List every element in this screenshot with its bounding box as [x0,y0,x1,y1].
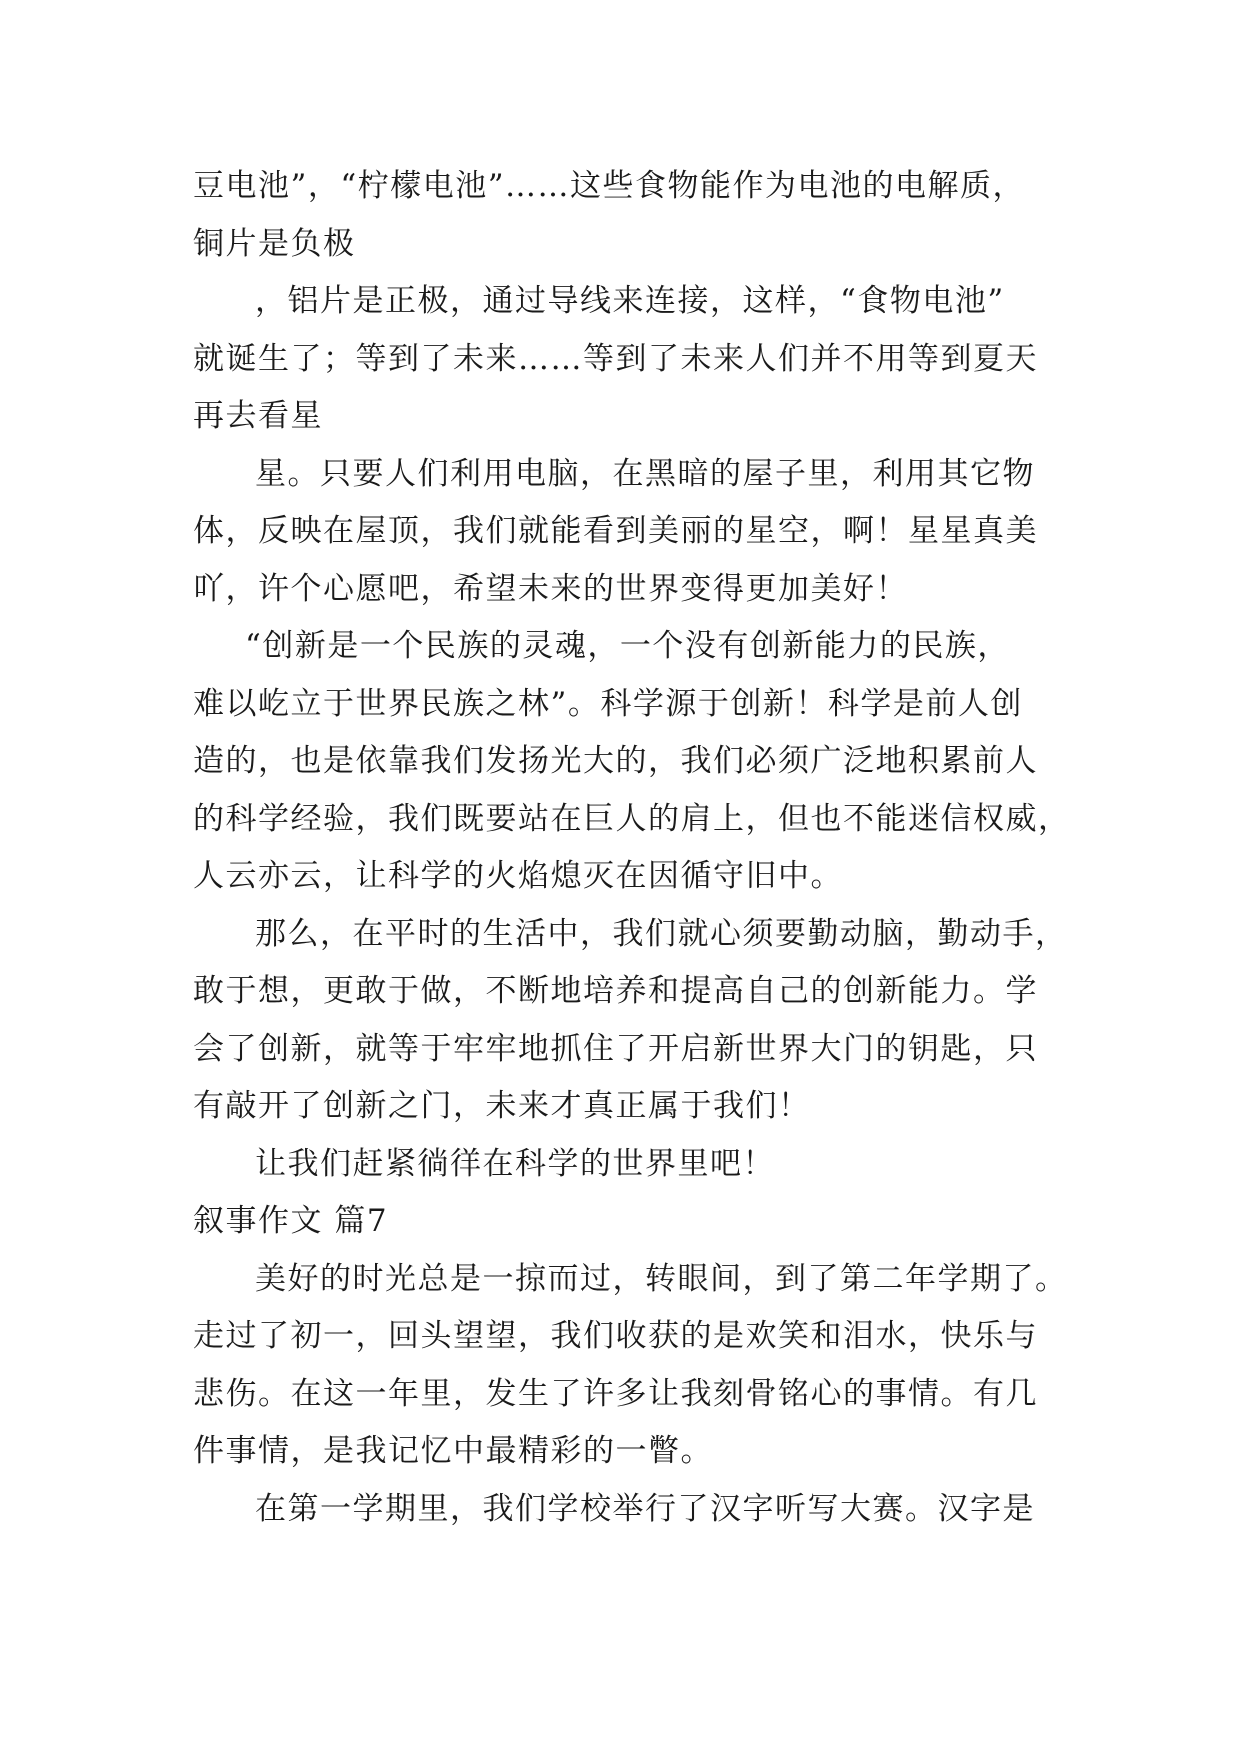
text-line: 件事情，是我记忆中最精彩的一瞥。 [193,1433,713,1469]
text-line: 造的，也是依靠我们发扬光大的，我们必须广泛地积累前人 [193,743,1038,779]
text-line: 就诞生了；等到了未来……等到了未来人们并不用等到夏天 [193,340,1038,377]
text-line: 再去看星 [193,398,323,434]
text-line: ，铝片是正极，通过导线来连接，这样，“食物电池” [255,283,1005,319]
text-line: 会了创新，就等于牢牢地抓住了开启新世界大门的钥匙，只 [193,1030,1038,1067]
text-line: “创新是一个民族的灵魂，一个没有创新能力的民族， [245,628,1010,664]
text-line: 悲伤。在这一年里，发生了许多让我刻骨铭心的事情。有几 [193,1375,1038,1412]
text-line: 有敲开了创新之门，未来才真正属于我们！ [193,1088,811,1124]
text-line: 让我们赶紧徜徉在科学的世界里吧！ [255,1145,775,1182]
text-line: 在第一学期里，我们学校举行了汉字听写大赛。汉字是 [255,1490,1035,1527]
document-body [193,158,1083,1538]
text-line: 的科学经验，我们既要站在巨人的肩上，但也不能迷信权威， [193,800,1071,837]
text-line: 体，反映在屋顶，我们就能看到美丽的星空，啊！星星真美 [193,513,1038,549]
text-line: 铜片是负极 [193,225,356,262]
text-line: 美好的时光总是一掠而过，转眼间，到了第二年学期了。 [255,1260,1068,1297]
text-line: 那么，在平时的生活中，我们就心须要勤动脑，勤动手， [255,915,1068,952]
text-line: 吖，许个心愿吧，希望未来的世界变得更加美好！ [193,570,908,607]
text-line: 敢于想，更敢于做，不断地培养和提高自己的创新能力。学 [193,973,1038,1009]
text-line: 走过了初一，回头望望，我们收获的是欢笑和泪水，快乐与 [193,1318,1038,1354]
text-line: 人云亦云，让科学的火焰熄灭在因循守旧中。 [193,858,843,894]
text-line: 难以屹立于世界民族之林”。科学源于创新！科学是前人创 [193,685,1023,722]
text-line: 豆电池”，“柠檬电池”……这些食物能作为电池的电解质， [193,168,1026,204]
section-heading: 叙事作文 篇7 [193,1203,389,1239]
text-line: 星。只要人们利用电脑，在黑暗的屋子里，利用其它物 [255,455,1035,492]
